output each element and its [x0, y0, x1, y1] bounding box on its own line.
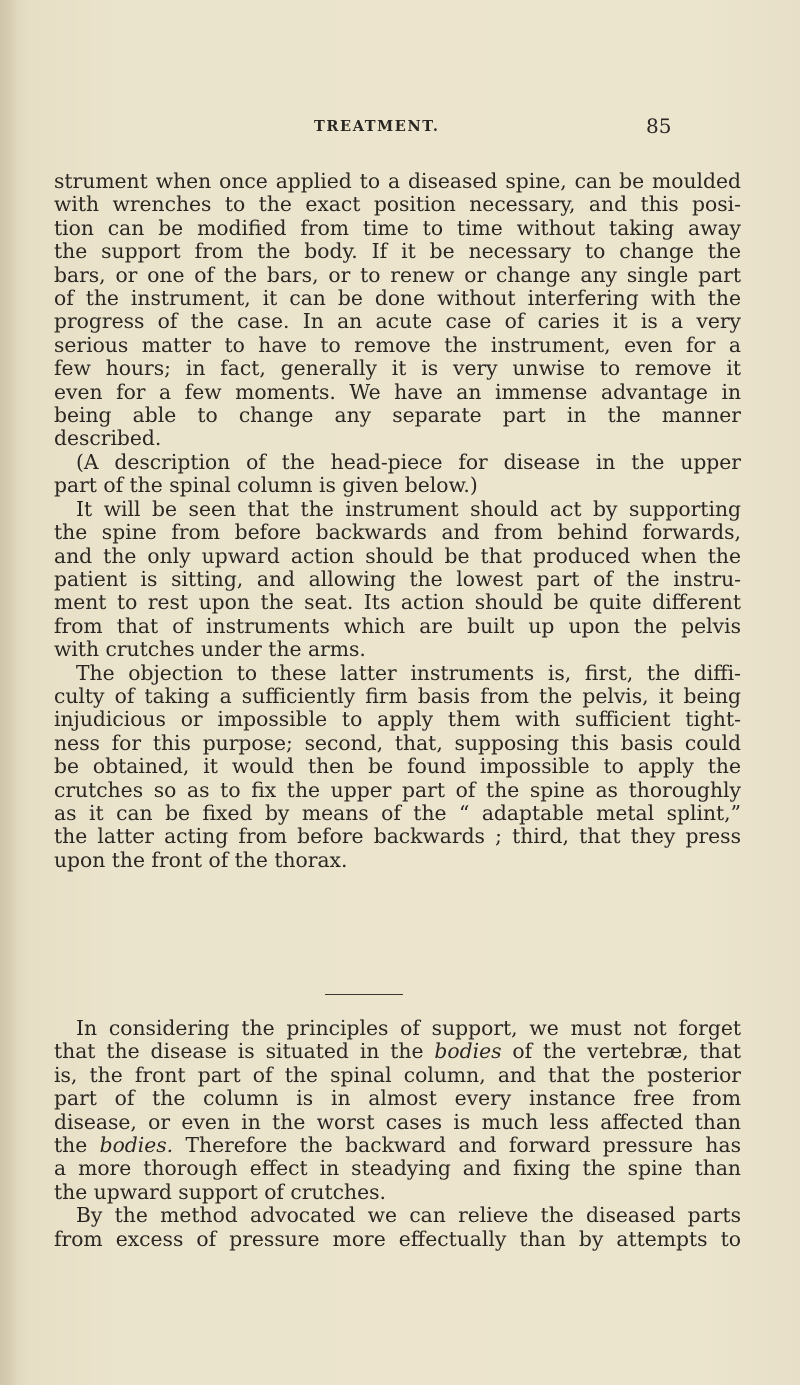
text-line: serious matter to have to remove the instrument, even for a	[54, 332, 741, 357]
text-line: culty of taking a sufficiently firm basis from the pelvis, it being	[54, 683, 741, 708]
page-gutter-shadow	[0, 0, 18, 1385]
text-line: part of the spinal column is given below.)	[54, 473, 478, 498]
text-line: By the method advocated we can relieve the diseased parts	[76, 1203, 741, 1228]
italic-emphasis: bodies	[434, 1039, 502, 1064]
text-line: It will be seen that the instrument should act by supporting	[76, 496, 741, 521]
text-line: patient is sitting, and allowing the lowest part of the instru-	[54, 566, 741, 591]
text-run: Therefore the backward and forward pressure has	[173, 1133, 741, 1158]
text-line: the upward support of crutches.	[54, 1179, 386, 1204]
text-line: the latter acting from before backwards ; third, that they press	[54, 824, 741, 849]
text-line: disease, or even in the worst cases is much less affected than	[54, 1109, 741, 1134]
text-line: and the only upward action should be that produced when the	[54, 543, 741, 568]
text-line: progress of the case. In an acute case of caries it is a very	[54, 309, 741, 334]
text-line: being able to change any separate part in the manner	[54, 403, 741, 428]
page-header	[0, 114, 800, 144]
text-line: from excess of pressure more effectually than by attempts to	[54, 1226, 741, 1251]
running-head: TREATMENT.	[314, 118, 440, 135]
text-line: ment to rest upon the seat. Its action should be quite different	[54, 590, 741, 615]
section-divider-rule	[325, 994, 403, 995]
text-line: is, the front part of the spinal column, and that the posterior	[54, 1062, 741, 1087]
text-line: part of the column is in almost every instance free from	[54, 1086, 741, 1111]
text-line: (A description of the head-piece for disease in the upper	[76, 449, 741, 474]
text-line: be obtained, it would then be found impossible to apply the	[54, 754, 741, 779]
text-run: the	[54, 1133, 100, 1158]
text-line: a more thorough effect in steadying and fixing the spine than	[54, 1156, 741, 1181]
text-line	[54, 1134, 741, 1157]
text-line: bars, or one of the bars, or to renew or change any single part	[54, 262, 741, 287]
text-line: with wrenches to the exact position necessary, and this posi-	[54, 192, 741, 217]
text-line: even for a few moments. We have an immense advantage in	[54, 379, 741, 404]
text-line: injudicious or impossible to apply them with sufficient tight-	[54, 707, 741, 732]
text-run: of the vertebræ, that	[501, 1039, 741, 1064]
text-line: ness for this purpose; second, that, supposing this basis could	[54, 730, 741, 755]
text-line: from that of instruments which are built up upon the pelvis	[54, 613, 741, 638]
text-line: few hours; in fact, generally it is very unwise to remove it	[54, 356, 741, 381]
text-line: of the instrument, it can be done without interfering with the	[54, 286, 741, 311]
text-run: that the disease is situated in the	[54, 1039, 435, 1064]
text-line: tion can be modified from time to time without taking away	[54, 215, 741, 240]
text-line: the spine from before backwards and from behind forwards,	[54, 520, 741, 545]
italic-emphasis: bodies.	[99, 1133, 174, 1158]
text-line: crutches so as to fix the upper part of the spine as thoroughly	[54, 777, 741, 802]
body-text-section-2	[54, 1017, 741, 1251]
page-number: 85	[646, 114, 672, 138]
body-text-section-1	[54, 170, 741, 872]
text-line: the support from the body. If it be necessary to change the	[54, 239, 741, 264]
text-line: In considering the principles of support, we must not forget	[76, 1016, 741, 1040]
text-line: upon the front of the thorax.	[54, 847, 348, 872]
text-line: strument when once applied to a diseased spine, can be moulded	[54, 169, 741, 193]
text-line: as it can be fixed by means of the “ adaptable metal splint,”	[54, 800, 741, 825]
text-line: described.	[54, 426, 162, 451]
text-line: with crutches under the arms.	[54, 637, 366, 662]
text-line: The objection to these latter instruments is, first, the diffi-	[76, 660, 741, 685]
text-line	[54, 1040, 741, 1063]
